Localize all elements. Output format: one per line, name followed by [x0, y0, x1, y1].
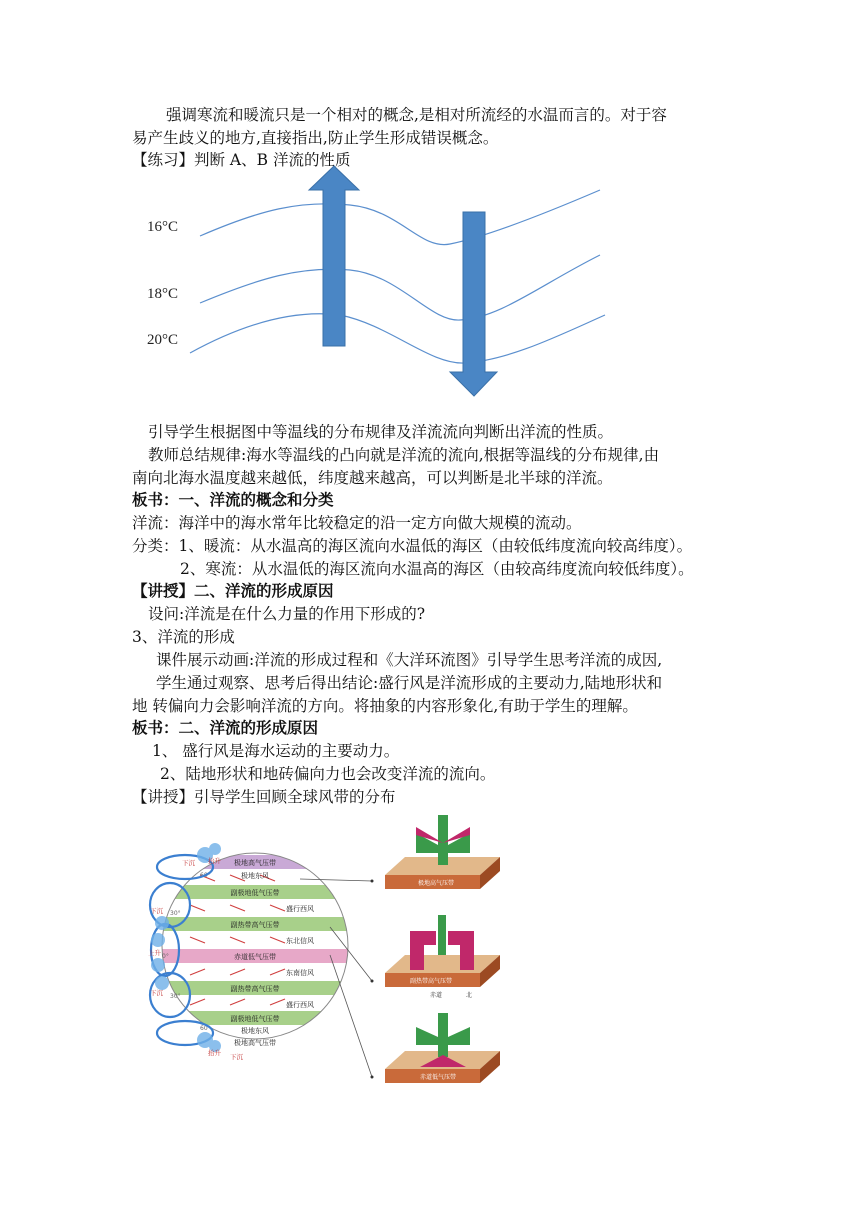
svg-text:北: 北	[466, 992, 473, 999]
belt-label: 极地高气压带	[234, 1039, 276, 1047]
svg-text:抬升: 抬升	[208, 857, 221, 865]
svg-text:上升: 上升	[148, 949, 161, 957]
paragraph-line: 强调寒流和暖流只是一个相对的概念,是相对所流经的水温而言的。对于容	[166, 106, 667, 124]
svg-text:60°: 60°	[200, 872, 211, 879]
svg-text:赤道: 赤道	[430, 992, 443, 999]
paragraph-line: 易产生歧义的地方,直接指出,防止学生形成错误概念。	[132, 129, 499, 147]
board-heading: 板书：一、洋流的概念和分类	[132, 491, 334, 509]
panel-polar-high	[385, 815, 500, 889]
paragraph-line: 地 转偏向力会影响洋流的方向。将抽象的内容形象化,有助于学生的理解。	[132, 697, 638, 715]
classification-line: 2、寒流：从水温低的海区流向水温高的海区（由较高纬度流向较低纬度）。	[180, 560, 694, 578]
belt-label: 极地东风	[241, 1027, 269, 1035]
panel-equatorial-low	[385, 1013, 500, 1083]
section-heading: 3、洋流的形成	[132, 628, 235, 646]
board-heading: 板书：二、洋流的形成原因	[132, 719, 319, 737]
wind-belt-diagram	[0, 805, 860, 1105]
svg-text:30°: 30°	[170, 993, 181, 1000]
lecture-heading: 【讲授】二、洋流的形成原因	[132, 582, 334, 600]
paragraph-line: 课件展示动画:洋流的形成过程和《大洋环流图》引导学生思考洋流的成因,	[156, 651, 663, 669]
svg-text:下沉: 下沉	[150, 907, 163, 915]
svg-text:下沉: 下沉	[230, 1053, 243, 1061]
belt-label: 副极地低气压带	[230, 889, 280, 897]
paragraph-line: 设问:洋流是在什么力量的作用下形成的?	[148, 605, 426, 623]
panel-subtropical-high	[385, 915, 500, 999]
list-item: 2、陆地形状和地砖偏向力也会改变洋流的流向。	[160, 765, 496, 783]
paragraph-line: 南向北海水温度越来越低，纬度越来越高，可以判断是北半球的洋流。	[132, 469, 613, 487]
exercise-heading: 【练习】判断 A、B 洋流的性质	[132, 151, 351, 169]
isotherm-label: 18°C	[147, 286, 179, 302]
svg-text:下沉: 下沉	[182, 859, 195, 867]
list-item: 1、 盛行风是海水运动的主要动力。	[152, 742, 400, 760]
belt-label: 东北信风	[286, 937, 314, 945]
belt-label: 盛行西风	[286, 1001, 314, 1009]
isotherm-diagram	[0, 160, 860, 560]
belt-label: 副热带高气压带	[230, 921, 280, 929]
svg-text:抬升: 抬升	[208, 1049, 221, 1057]
svg-text:极地高气压带: 极地高气压带	[418, 880, 455, 887]
arrow-a-north	[309, 166, 359, 346]
belt-label: 副热带高气压带	[230, 985, 280, 993]
belt-label: 东南信风	[286, 969, 314, 977]
definition-line: 洋流：海洋中的海水常年比较稳定的沿一定方向做大规模的流动。	[132, 514, 582, 532]
isotherm-label: 16°C	[147, 219, 179, 235]
svg-text:赤道低气压带: 赤道低气压带	[420, 1074, 457, 1081]
svg-text:0°: 0°	[162, 953, 169, 960]
belt-label: 盛行西风	[286, 905, 314, 913]
arrow-b-south	[450, 212, 497, 396]
classification-line: 分类：1、暖流：从水温高的海区流向水温低的海区（由较低纬度流向较高纬度）。	[132, 537, 693, 555]
svg-text:30°: 30°	[170, 910, 181, 917]
belt-label: 副极地低气压带	[230, 1015, 280, 1023]
belt-label: 极地高气压带	[234, 859, 276, 867]
belt-label: 极地东风	[241, 872, 269, 880]
isotherm-label: 20°C	[147, 332, 179, 348]
paragraph-line: 教师总结规律:海水等温线的凸向就是洋流的流向,根据等温线的分布规律,由	[148, 446, 660, 464]
svg-text:副热带高气压带: 副热带高气压带	[410, 978, 453, 985]
svg-text:下沉: 下沉	[150, 989, 163, 997]
belt-label: 赤道低气压带	[234, 953, 276, 961]
paragraph-line: 引导学生根据图中等温线的分布规律及洋流流向判断出洋流的性质。	[148, 423, 614, 441]
lecture-heading: 【讲授】引导学生回顾全球风带的分布	[132, 788, 396, 806]
paragraph-line: 学生通过观察、思考后得出结论:盛行风是洋流形成的主要动力,陆地形状和	[156, 674, 663, 692]
svg-text:60°: 60°	[200, 1025, 211, 1032]
